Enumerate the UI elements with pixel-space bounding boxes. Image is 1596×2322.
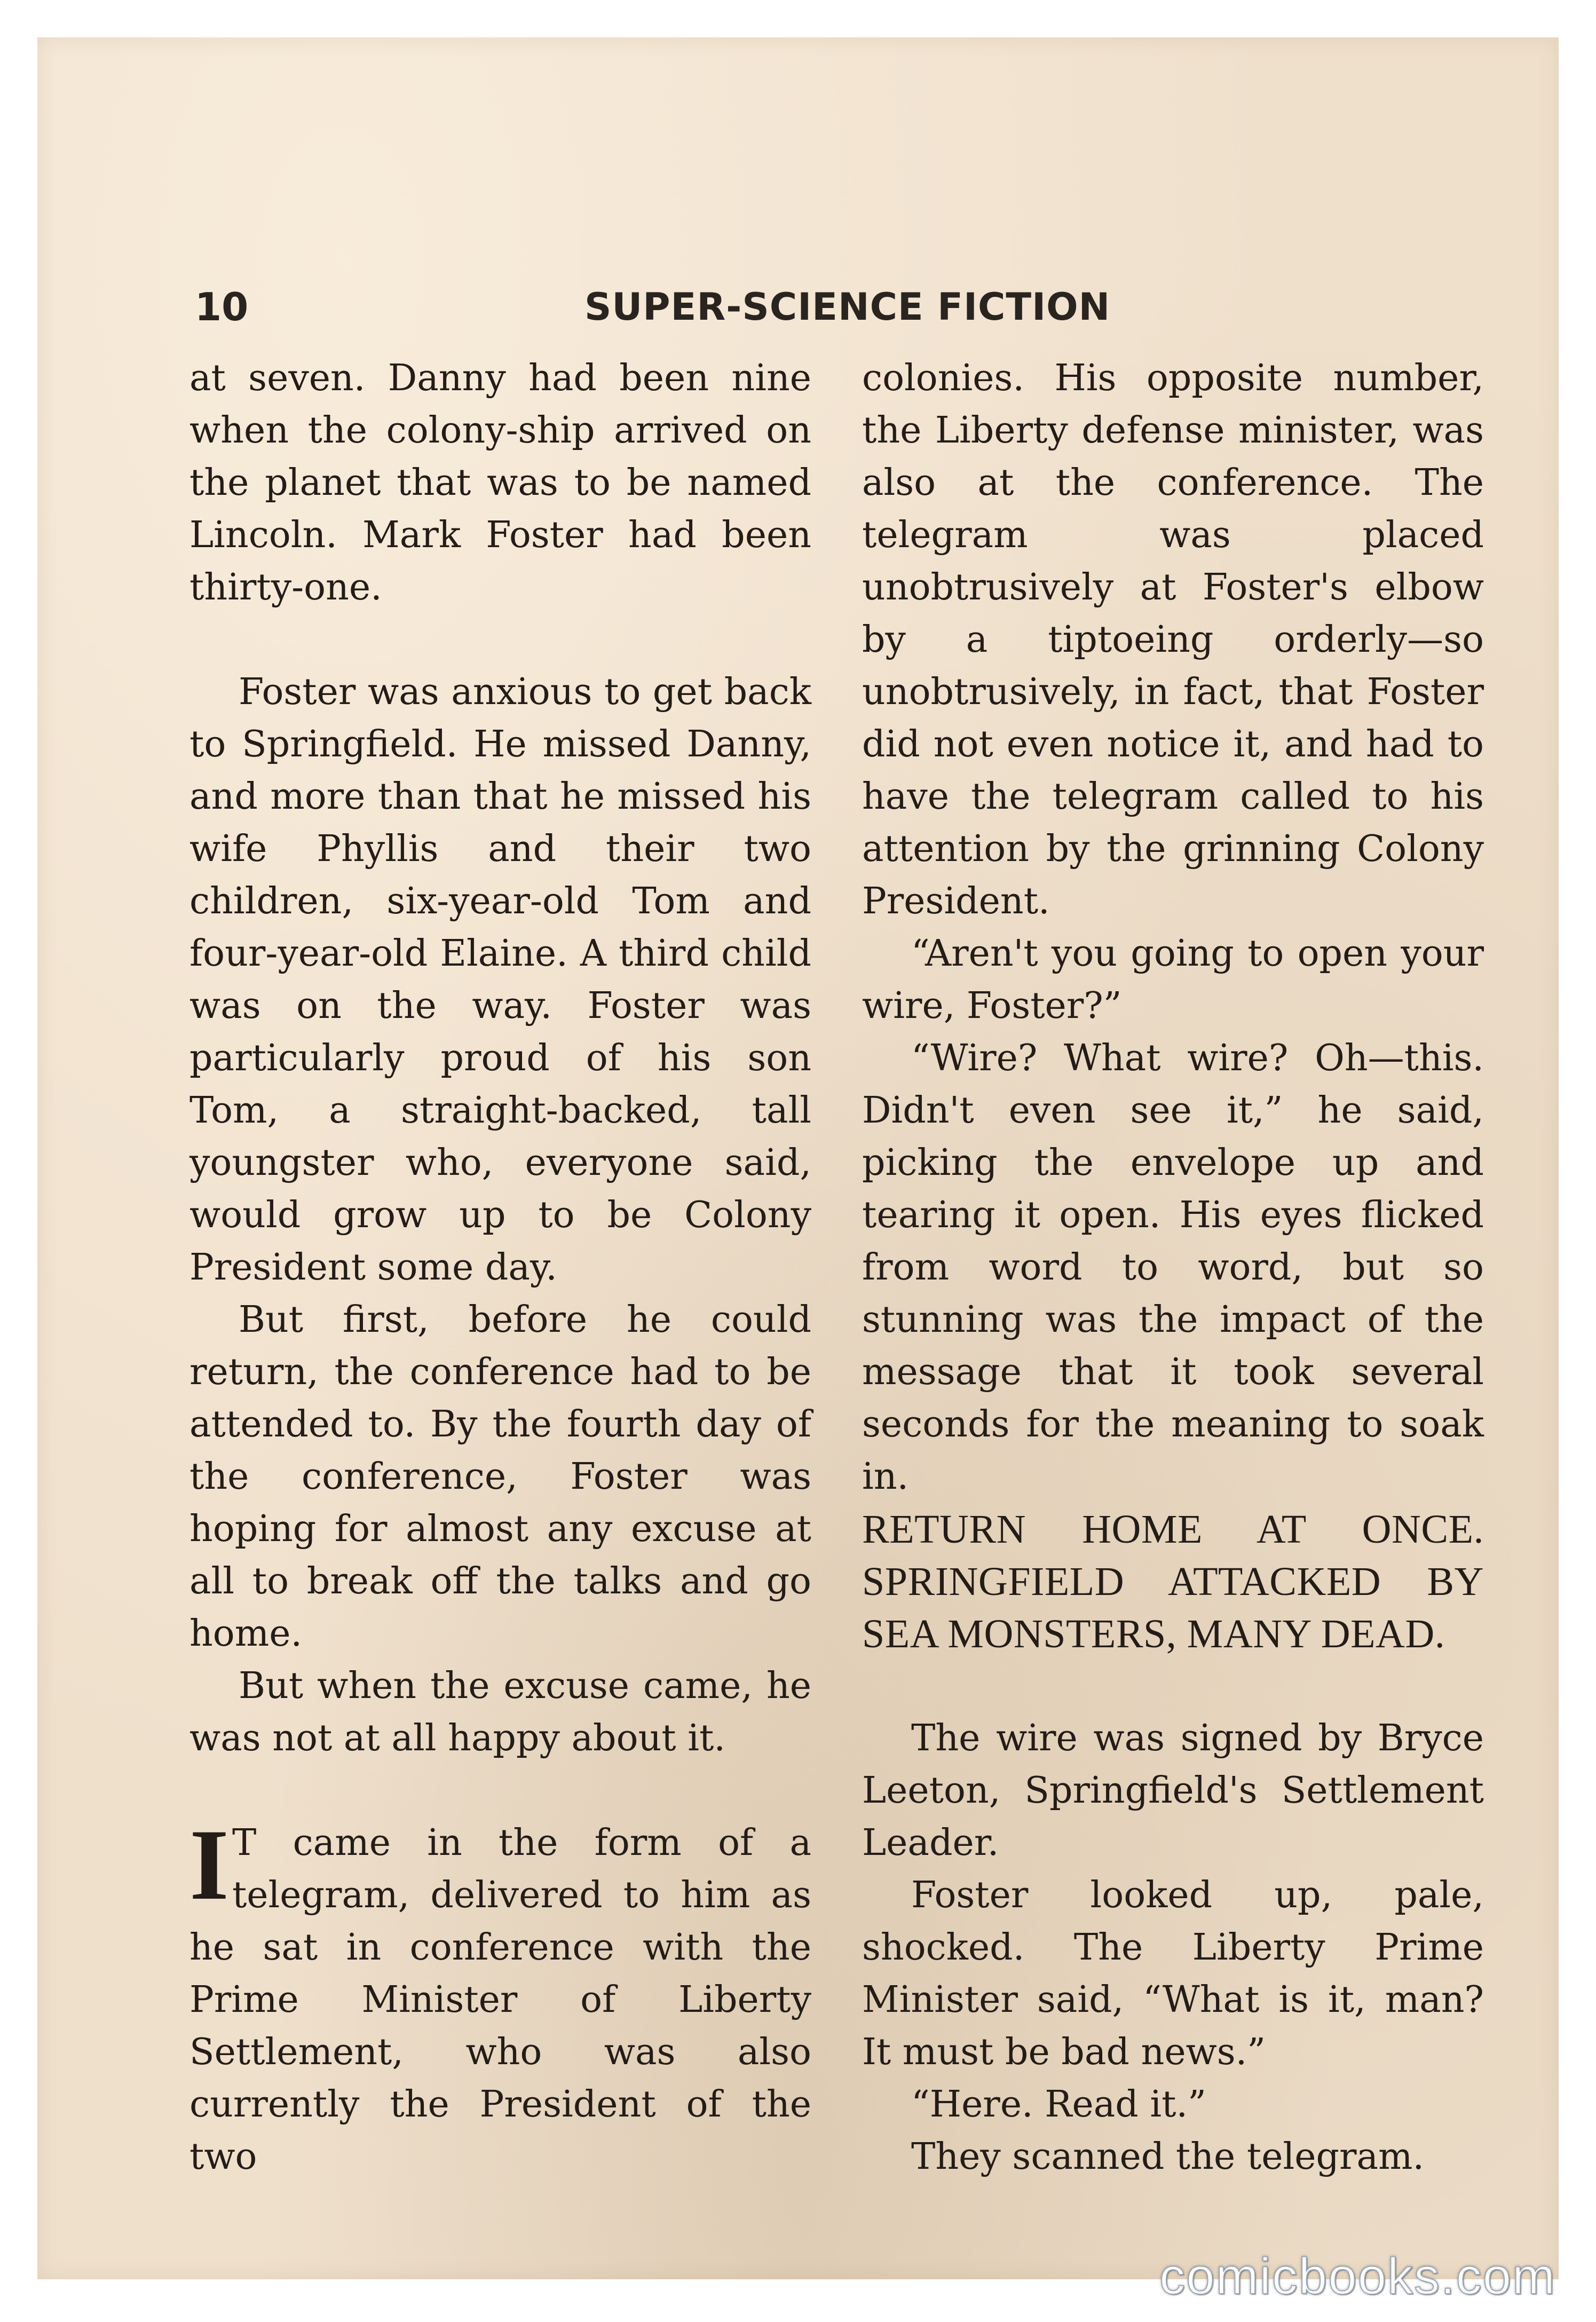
paragraph-5: colonies. His opposite number, the Liberty defense minister, was also at the conference. The telegram was placed unobtrusively at Foster's elbow by a tiptoeing orderly—so unobtrusively, in fact, that Foster did not even notice it, and had to have the telegram called to his attention by the grinning Colony President. — [862, 357, 1484, 922]
watermark: comicbooks.com — [1159, 2248, 1556, 2305]
paragraph-9: Foster looked up, pale, shocked. The Liberty Prime Minister said, “What is it, man? It must be bad news.” — [862, 1874, 1484, 2073]
paragraph-1: at seven. Danny had been nine when the colony-ship arrived on the planet that was to be named Lincoln. Mark Foster had been thirty-one. — [189, 357, 811, 609]
paragraph-11: They scanned the telegram. — [911, 2136, 1425, 2178]
paragraph-3: But first, before he could return, the conference had to be attended to. By the fourth day of the conference, Foster was hoping for almost any excuse at all to break off the talks and go home. — [189, 1299, 811, 1655]
paragraph-6: “Aren't you going to open your wire, Foster?” — [862, 933, 1484, 1027]
magazine-page — [37, 37, 1559, 2279]
paragraph-4: But when the excuse came, he was not at all happy about it. — [189, 1665, 811, 1759]
telegram-message: RETURN HOME AT ONCE. SPRINGFIELD ATTACKED BY SEA MONSTERS, MANY DEAD. — [862, 1507, 1484, 1656]
drop-cap-paragraph — [189, 1809, 811, 2183]
drop-cap-text: T came in the form of a telegram, delivered to him as he sat in conference with the Prime Minister of Liberty Settlement, who was also currently the President of the two — [189, 1822, 811, 2178]
paragraph-8: The wire was signed by Bryce Leeton, Springfield's Settlement Leader. — [862, 1717, 1484, 1864]
paragraph-2: Foster was anxious to get back to Springfield. He missed Danny, and more than that he missed his wife Phyllis and their two children, six-year-old Tom and four-year-old Elaine. A third child was on the way. Foster was particularly proud of his son Tom, a straight-backed, tall youngster who, everyone said, would grow up to be Colony President some day. — [189, 671, 811, 1289]
page-number: 10 — [195, 285, 249, 329]
paragraph-10: “Here. Read it.” — [911, 2083, 1206, 2126]
paragraph-7: “Wire? What wire? Oh—this. Didn't even see it,” he said, picking the envelope up and tearing it open. His eyes flicked from word to word, but so stunning was the impact of the message that it took several seconds for the meaning to soak in. — [862, 1037, 1484, 1498]
left-column — [189, 352, 811, 2183]
drop-cap-letter: I — [189, 1809, 229, 1921]
page-header — [195, 280, 1487, 334]
running-title: SUPER-SCIENCE FICTION — [584, 285, 1111, 329]
right-column — [862, 352, 1484, 2183]
